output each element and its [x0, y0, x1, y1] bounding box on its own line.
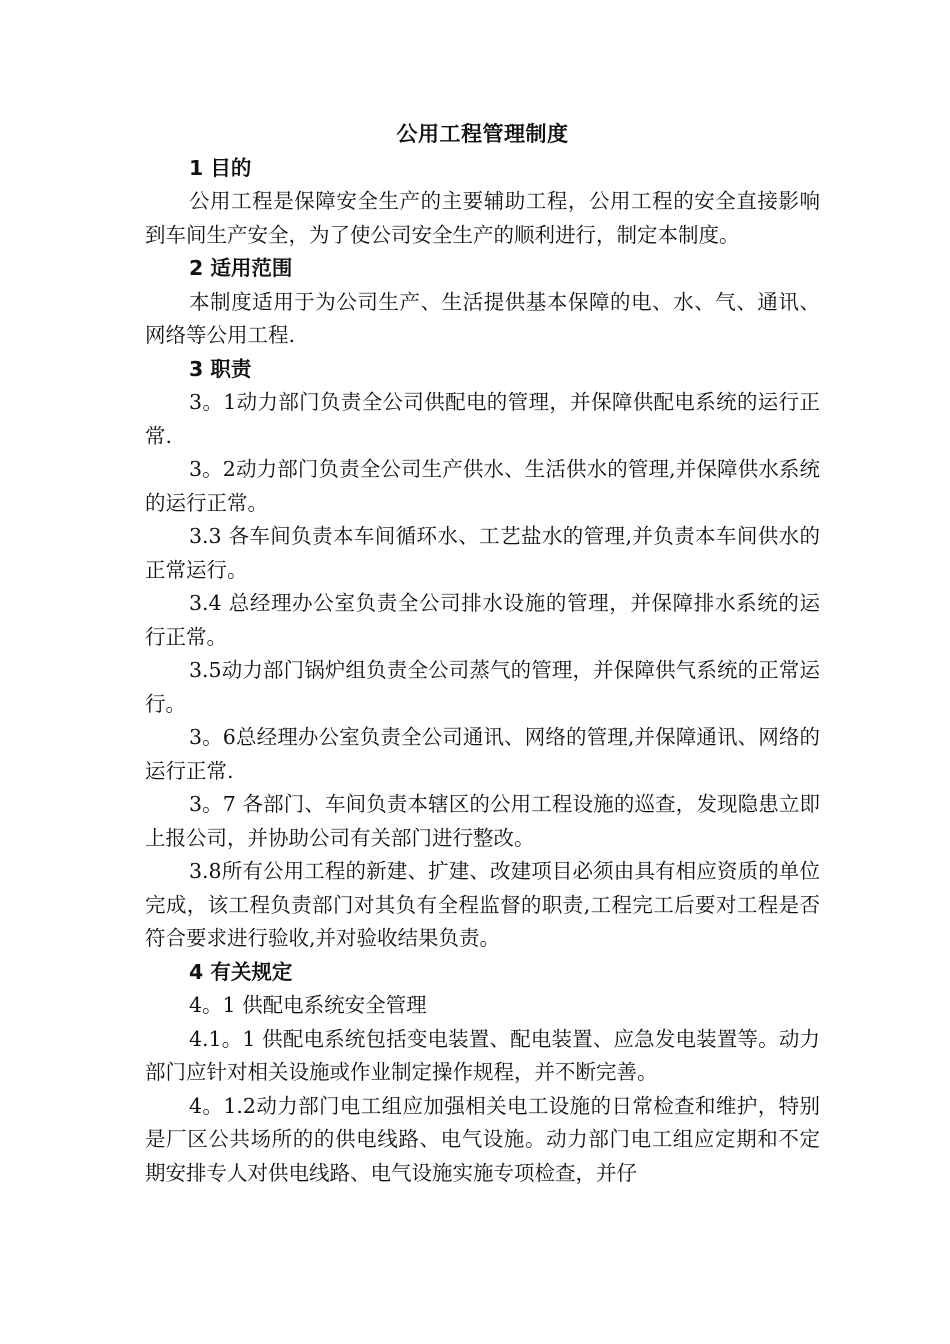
- paragraph: 4。1 供配电系统安全管理: [189, 993, 427, 1017]
- paragraph: 3.8所有公用工程的新建、扩建、改建项目必须由具有相应资质的单位完成，该工程负责部门对其负有全程监督的职责,工程完工后要对工程是否符合要求进行验收,并对验收结果负责。: [145, 859, 820, 950]
- document-title: 公用工程管理制度: [396, 122, 569, 146]
- paragraph: 3.4 总经理办公室负责全公司排水设施的管理，并保障排水系统的运行正常。: [145, 591, 820, 649]
- section-heading: 3 职责: [189, 356, 252, 381]
- paragraph: 3。6总经理办公室负责全公司通讯、网络的管理,并保障通讯、网络的运行正常.: [145, 725, 820, 783]
- paragraph: 3。7 各部门、车间负责本辖区的公用工程设施的巡查，发现隐患立即上报公司，并协助公司有关部门进行整改。: [145, 792, 820, 850]
- paragraph: 3.5动力部门锅炉组负责全公司蒸气的管理，并保障供气系统的正常运行。: [145, 658, 820, 716]
- paragraph: 公用工程是保障安全生产的主要辅助工程，公用工程的安全直接影响到车间生产安全，为了使公司安全生产的顺利进行，制定本制度。: [145, 189, 820, 247]
- paragraph: 4.1。1 供配电系统包括变电装置、配电装置、应急发电装置等。动力部门应针对相关设施或作业制定操作规程，并不断完善。: [145, 1026, 820, 1084]
- paragraph: 3。1动力部门负责全公司供配电的管理，并保障供配电系统的运行正常.: [145, 390, 820, 448]
- document-body: [145, 118, 820, 1190]
- paragraph: 3。2动力部门负责全公司生产供水、生活供水的管理,并保障供水系统的运行正常。: [145, 457, 820, 515]
- paragraph: 4。1.2动力部门电工组应加强相关电工设施的日常检查和维护，特别是厂区公共场所的的供电线路、电气设施。动力部门电工组应定期和不定期安排专人对供电线路、电气设施实施专项检查，并仔: [145, 1093, 820, 1185]
- section-heading: 4 有关规定: [189, 959, 293, 984]
- section-heading: 1 目的: [189, 155, 252, 180]
- section-heading: 2 适用范围: [189, 256, 293, 280]
- paragraph: 3.3 各车间负责本车间循环水、工艺盐水的管理,并负责本车间供水的正常运行。: [145, 524, 820, 582]
- paragraph: 本制度适用于为公司生产、生活提供基本保障的电、水、气、通讯、网络等公用工程.: [145, 289, 820, 347]
